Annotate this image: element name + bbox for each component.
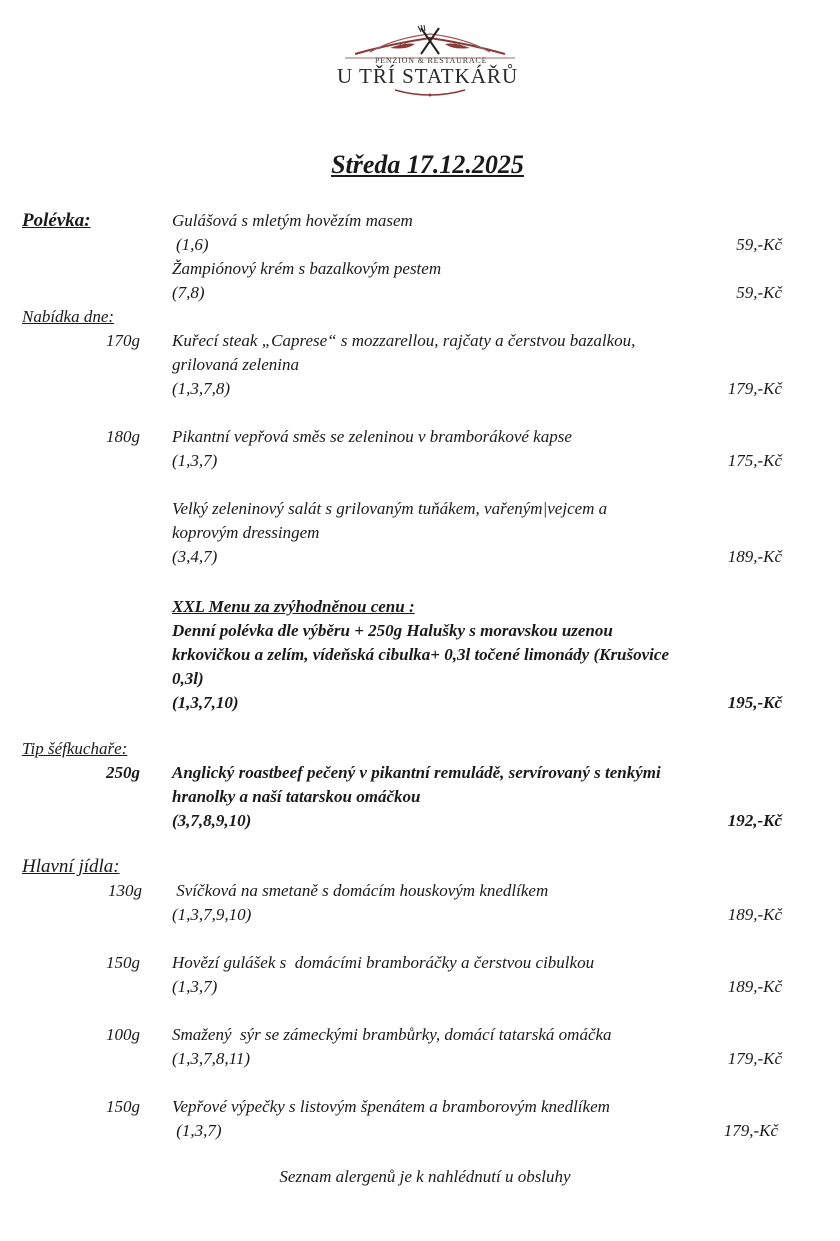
main-allergens: (1,3,7,8,11) xyxy=(172,1049,251,1068)
main-price: 179,-Kč xyxy=(727,1049,782,1068)
item-price: 175,-Kč xyxy=(727,451,782,470)
main-description: Hovězí gulášek s domácími bramboráčky a čerstvou cibulkou xyxy=(172,953,595,972)
xxl-description: 0,3l) xyxy=(172,669,204,688)
item-price: 179,-Kč xyxy=(727,379,782,398)
main-weight: 150g xyxy=(106,953,140,972)
main-description: Svíčková na smetaně s domácím houskovým knedlíkem xyxy=(172,881,549,900)
section-daily: Nabídka dne: xyxy=(22,307,115,326)
item-weight: 170g xyxy=(106,331,140,350)
main-weight: 100g xyxy=(106,1025,140,1044)
section-chef: Tip šéfkuchaře: xyxy=(22,739,128,758)
item-allergens: (1,3,7,8) xyxy=(172,379,231,398)
chef-description: Anglický roastbeef pečený v pikantní remuládě, servírovaný s tenkými xyxy=(172,763,661,782)
main-description: Vepřové výpečky s listovým špenátem a bramborovým knedlíkem xyxy=(172,1097,610,1116)
soup-allergens: (1,6) xyxy=(176,235,209,254)
soup-price: 59,-Kč xyxy=(736,235,782,254)
main-price: 189,-Kč xyxy=(727,905,782,924)
main-allergens: (1,3,7) xyxy=(172,977,218,996)
chef-allergens: (3,7,8,9,10) xyxy=(172,811,252,830)
section-main: Hlavní jídla: xyxy=(22,856,120,877)
xxl-description: krkovičkou a zelím, vídeňská cibulka+ 0,3l točené limonády (Krušovice xyxy=(172,645,669,664)
soup-allergens: (7,8) xyxy=(172,283,205,302)
item-weight: 180g xyxy=(106,427,140,446)
chef-price: 192,-Kč xyxy=(727,811,782,830)
main-price: 179,-Kč xyxy=(723,1121,778,1140)
item-allergens: (3,4,7) xyxy=(172,547,218,566)
xxl-allergens: (1,3,7,10) xyxy=(172,693,239,712)
logo-subtitle: PENZION & RESTAURACE xyxy=(375,56,488,65)
soup-price: 59,-Kč xyxy=(736,283,782,302)
logo-title: U TŘÍ STATKÁŘŮ xyxy=(337,64,519,88)
section-soup: Polévka: xyxy=(22,210,91,231)
main-weight: 150g xyxy=(106,1097,140,1116)
item-allergens: (1,3,7) xyxy=(172,451,218,470)
main-weight: 130g xyxy=(108,881,142,900)
chef-description: hranolky a naší tatarskou omáčkou xyxy=(172,787,421,806)
allergen-note: Seznam alergenů je k nahlédnutí u obsluhy xyxy=(279,1167,571,1186)
item-description: Kuřecí steak „Caprese“ s mozzarellou, rajčaty a čerstvou bazalkou, xyxy=(172,331,636,350)
item-description: koprovým dressingem xyxy=(172,523,320,542)
soup-name: Žampiónový krém s bazalkovým pestem xyxy=(172,259,442,278)
main-description: Smažený sýr se zámeckými brambůrky, domácí tatarská omáčka xyxy=(172,1025,612,1044)
main-price: 189,-Kč xyxy=(727,977,782,996)
item-price: 189,-Kč xyxy=(727,547,782,566)
item-description: Velký zeleninový salát s grilovaným tuňákem, vařeným|vejcem a xyxy=(172,499,608,518)
item-description: grilovaná zelenina xyxy=(172,355,300,374)
page-title: Středa 17.12.2025 xyxy=(331,150,524,179)
xxl-price: 195,-Kč xyxy=(727,693,782,712)
restaurant-logo xyxy=(335,20,525,100)
xxl-description: Denní polévka dle výběru + 250g Halušky s moravskou uzenou xyxy=(172,621,613,640)
logo-underline-icon xyxy=(335,86,525,100)
soup-name: Gulášová s mletým hovězím masem xyxy=(172,211,413,230)
item-description: Pikantní vepřová směs se zeleninou v bramborákové kapse xyxy=(172,427,572,446)
chef-weight: 250g xyxy=(106,763,140,782)
main-allergens: (1,3,7) xyxy=(172,1121,222,1140)
xxl-title: XXL Menu za zvýhodněnou cenu : xyxy=(172,597,415,616)
main-allergens: (1,3,7,9,10) xyxy=(172,905,252,924)
